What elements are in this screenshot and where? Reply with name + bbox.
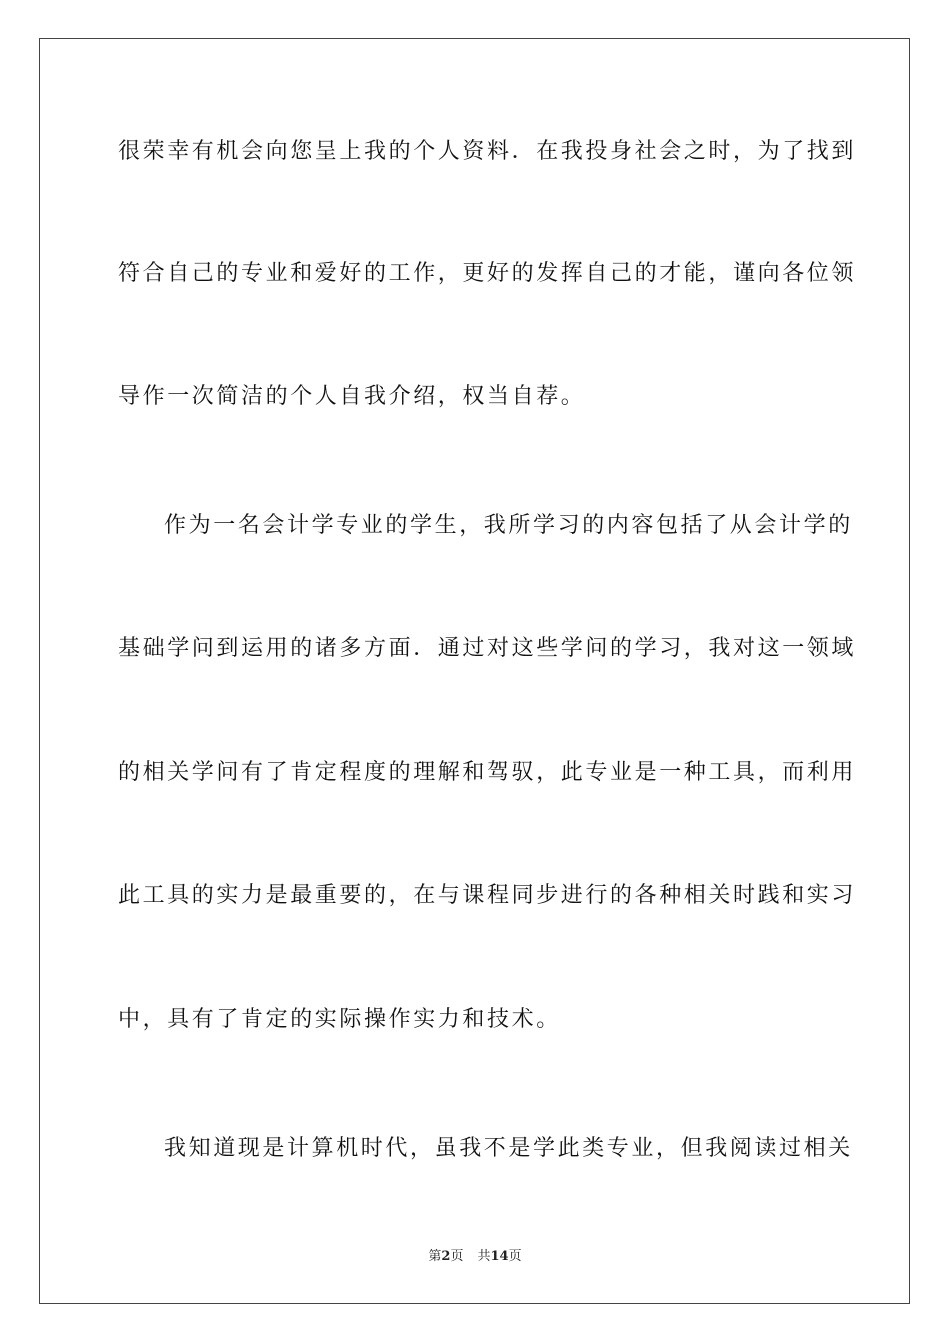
page-prefix: 第 <box>428 1249 442 1264</box>
page-number: 2 <box>441 1249 451 1264</box>
body-line: 中，具有了肯定的实际操作实力和技术。 <box>118 1007 561 1032</box>
page-footer <box>0 1248 950 1266</box>
paragraph-start-line: 作为一名会计学专业的学生，我所学习的内容包括了从会计学的 <box>164 513 853 538</box>
paragraph-start-line: 我知道现是计算机时代，虽我不是学此类专业，但我阅读过相关 <box>164 1136 853 1161</box>
body-line: 此工具的实力是最重要的，在与课程同步进行的各种相关时践和实习 <box>118 883 857 908</box>
body-line: 基础学问到运用的诸多方面．通过对这些学问的学习，我对这一领域 <box>118 636 857 661</box>
page-border <box>39 38 910 1304</box>
total-prefix: 共 <box>477 1249 491 1264</box>
body-line: 符合自己的专业和爱好的工作，更好的发挥自己的才能，谨向各位领 <box>118 261 857 286</box>
body-line: 很荣幸有机会向您呈上我的个人资料．在我投身社会之时，为了找到 <box>118 139 857 164</box>
total-pages: 14 <box>490 1249 509 1264</box>
body-line: 导作一次简洁的个人自我介绍，权当自荐。 <box>118 384 586 409</box>
total-suffix: 页 <box>508 1249 522 1264</box>
page-suffix: 页 <box>450 1249 464 1264</box>
body-line: 的相关学问有了肯定程度的理解和驾驭，此专业是一种工具，而利用 <box>118 760 857 785</box>
